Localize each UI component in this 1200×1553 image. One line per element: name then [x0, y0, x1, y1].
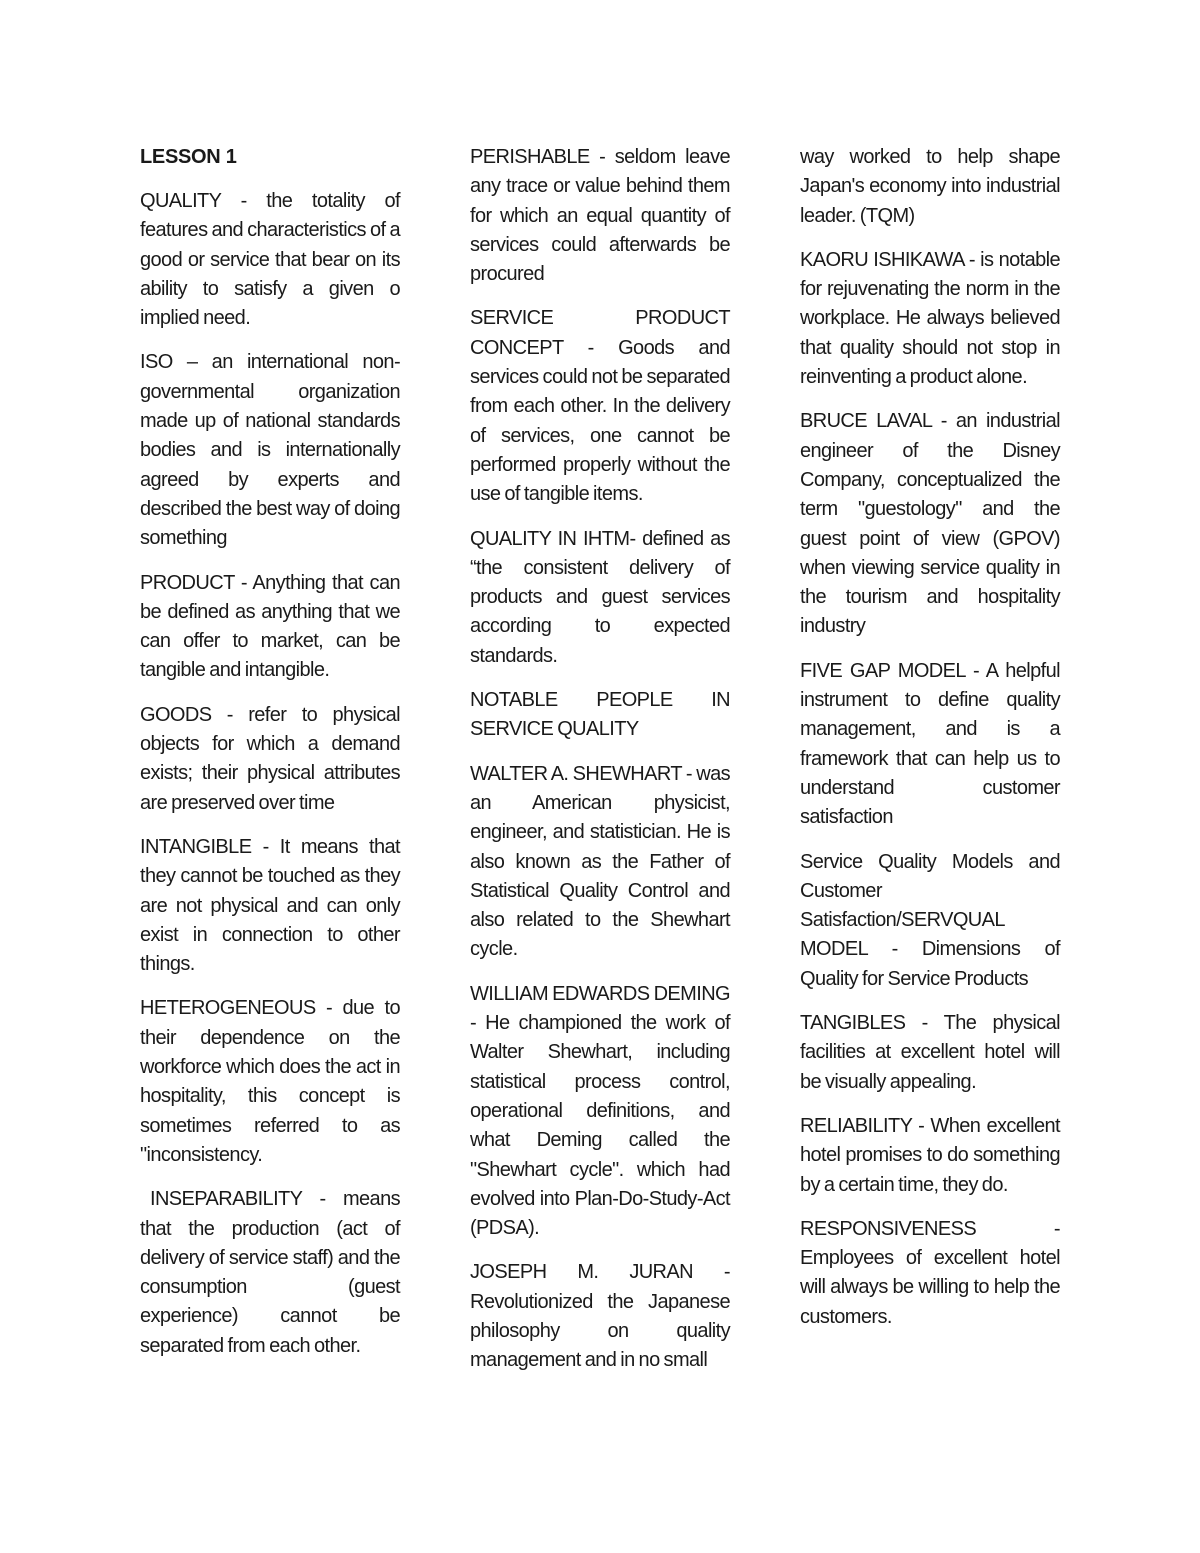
paragraph-servqual: Service Quality Models and Customer Satisfaction/SERVQUAL MODEL - Dimensions of Quality for Service Products [800, 850, 1060, 990]
paragraph-inseparability: INSEPARABILITY - means that the production (act of delivery of service staff) and the consumption (guest experience) cannot be separated from each other. [140, 1188, 400, 1357]
paragraph-intangible: INTANGIBLE - It means that they cannot be touched as they are not physical and can only exist in connection to other things. [140, 835, 400, 976]
paragraph-perishable: PERISHABLE - seldom leave any trace or value behind them for which an equal quantity of services could afterwards be procured [470, 146, 730, 286]
paragraph-laval: BRUCE LAVAL - an industrial engineer of the Disney Company, conceptualized the term "guestology" and the guest point of view (GPOV) when viewing service quality in the tourism and hospitality industry [800, 410, 1060, 638]
paragraph-iso: ISO – an international non-governmental organization made up of national standards bodies and is internationally agreed by experts and described the best way of doing something [140, 351, 400, 550]
paragraph-tangibles: TANGIBLES - The physical facilities at excellent hotel will be visually appealing. [800, 1012, 1060, 1093]
paragraph-juran-continued: way worked to help shape Japan's economy into industrial leader. (TQM) [800, 146, 1060, 227]
paragraph-responsiveness: RESPONSIVENESS - Employees of excellent hotel will always be willing to help the customers. [800, 1217, 1060, 1328]
paragraph-juran: JOSEPH M. JURAN - Revolutionized the Japanese philosophy on quality management and in no small [470, 1261, 730, 1372]
paragraph-heterogeneous: HETEROGENEOUS - due to their dependence on the workforce which does the act in hospitality, this concept is sometimes referred to as "inconsistency. [140, 997, 400, 1166]
paragraph-product: PRODUCT - Anything that can be defined as anything that we can offer to market, can be tangible and intangible. [140, 571, 400, 682]
paragraph-quality-in-ihtm: QUALITY IN IHTM- defined as “the consistent delivery of products and guest services according to expected standards. [470, 527, 730, 667]
paragraph-shewhart: WALTER A. SHEWHART - was an American physicist, engineer, and statistician. He is also known as the Father of Statistical Quality Control and also related to the Shewhart cycle. [470, 762, 730, 961]
paragraph-five-gap-model: FIVE GAP MODEL - A helpful instrument to define quality management, and is a framework that can help us to understand customer satisfaction [800, 659, 1060, 829]
paragraph-reliability: RELIABILITY - When excellent hotel promises to do something by a certain time, they do. [800, 1114, 1060, 1196]
paragraph-deming: WILLIAM EDWARDS DEMING - He championed the work of Walter Shewhart, including statistical process control, operational definitions, and what Deming called the "Shewhart cycle". which had evolved into Plan-Do-Study-Act (PDSA). [470, 982, 730, 1240]
paragraph-goods: GOODS - refer to physical objects for which a demand exists; their physical attributes are preserved over time [140, 703, 400, 814]
text-column-3 [800, 143, 1060, 1347]
text-column-2 [470, 143, 730, 1391]
lesson-heading: LESSON 1 [140, 146, 237, 168]
paragraph-notable-people: NOTABLE PEOPLE IN SERVICE QUALITY [470, 689, 730, 741]
paragraph-quality: QUALITY - the totality of features and characteristics of a good or service that bear on its ability to satisfy a given o implied need. [140, 190, 400, 330]
text-column-1 [140, 143, 400, 1376]
paragraph-ishikawa: KAORU ISHIKAWA - is notable for rejuvenating the norm in the workplace. He always believed that quality should not stop in reinventing a product alone. [800, 248, 1060, 389]
paragraph-service-product-concept: SERVICE PRODUCT CONCEPT - Goods and services could not be separated from each other. In the delivery of services, one cannot be performed properly without the use of tangible items. [470, 307, 730, 506]
